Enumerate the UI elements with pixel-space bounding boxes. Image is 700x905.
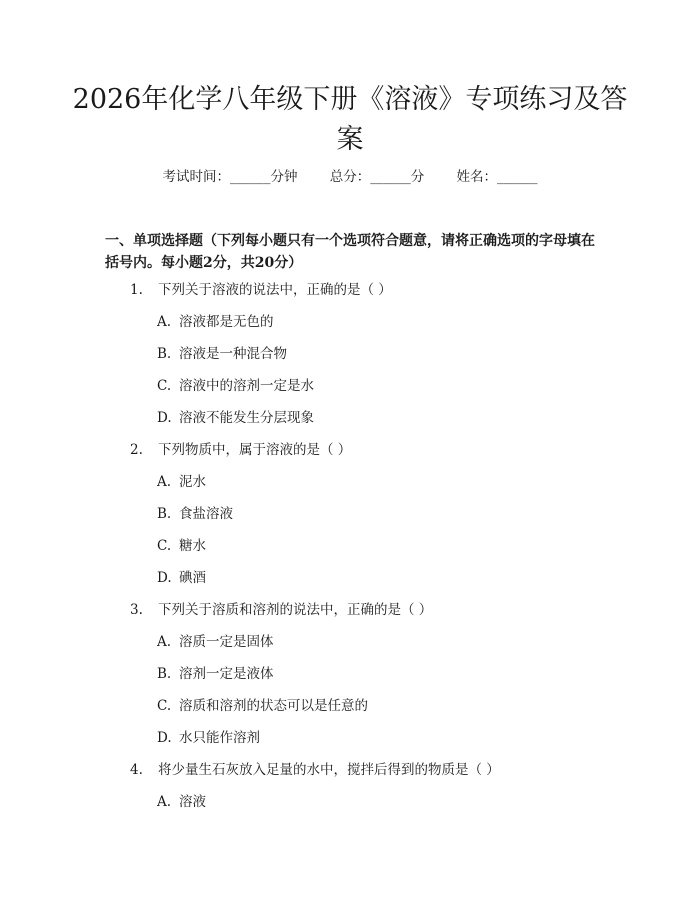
option-text: 溶质一定是固体 [179,634,274,650]
question-1-option-c [157,376,597,396]
option-letter: A. [157,474,172,490]
question-3 [130,600,600,620]
option-letter: A. [157,634,172,650]
question-3-option-c [157,696,597,716]
option-text: 食盐溶液 [179,506,233,522]
question-1-option-a [157,312,597,332]
question-number: 1. [130,282,143,298]
option-letter: D. [157,410,172,426]
exam-time-field: 考试时间：______分钟 [162,169,298,185]
question-4 [130,760,600,780]
option-letter: C. [157,538,172,554]
option-text: 溶液是一种混合物 [179,346,287,362]
option-text: 泥水 [179,474,206,490]
exam-meta-line [0,166,700,188]
option-letter: D. [157,570,172,586]
option-text: 溶液 [179,794,206,810]
option-text: 碘酒 [179,570,206,586]
question-2 [130,440,600,460]
option-letter: A. [157,794,172,810]
question-text: 下列关于溶质和溶剂的说法中，正确的是（ ） [158,602,433,618]
question-3-option-b [157,664,597,684]
question-number: 4. [130,762,143,778]
option-text: 溶液都是无色的 [179,314,274,330]
option-letter: B. [157,666,172,682]
option-letter: C. [157,378,172,394]
option-text: 糖水 [179,538,206,554]
section-heading: 一、单项选择题（下列每小题只有一个选项符合题意，请将正确选项的字母填在括号内。每小题2分，共20分） [105,233,595,271]
question-number: 3. [130,602,143,618]
question-3-option-a [157,632,597,652]
option-text: 溶质和溶剂的状态可以是任意的 [179,698,368,714]
option-text: 水只能作溶剂 [179,730,260,746]
name-field: 姓名：______ [456,169,538,185]
question-number: 2. [130,442,143,458]
option-text: 溶液不能发生分层现象 [179,410,314,426]
question-2-option-d [157,568,597,588]
option-text: 溶液中的溶剂一定是水 [179,378,314,394]
total-score-field: 总分：______分 [329,169,425,185]
question-2-option-b [157,504,597,524]
question-text: 下列关于溶液的说法中，正确的是（ ） [158,282,392,298]
option-letter: D. [157,730,172,746]
question-4-option-a [157,792,597,812]
question-1 [130,280,600,300]
option-text: 溶剂一定是液体 [179,666,274,682]
question-2-option-c [157,536,597,556]
question-2-option-a [157,472,597,492]
question-1-option-d [157,408,597,428]
question-text: 下列物质中，属于溶液的是（ ） [158,442,352,458]
question-text: 将少量生石灰放入足量的水中，搅拌后得到的物质是（ ） [158,762,500,778]
question-3-option-d [157,728,597,748]
option-letter: C. [157,698,172,714]
option-letter: B. [157,346,172,362]
option-letter: B. [157,506,172,522]
document-title: 2026年化学八年级下册《溶液》专项练习及答案 [72,84,628,155]
question-1-option-b [157,344,597,364]
option-letter: A. [157,314,172,330]
